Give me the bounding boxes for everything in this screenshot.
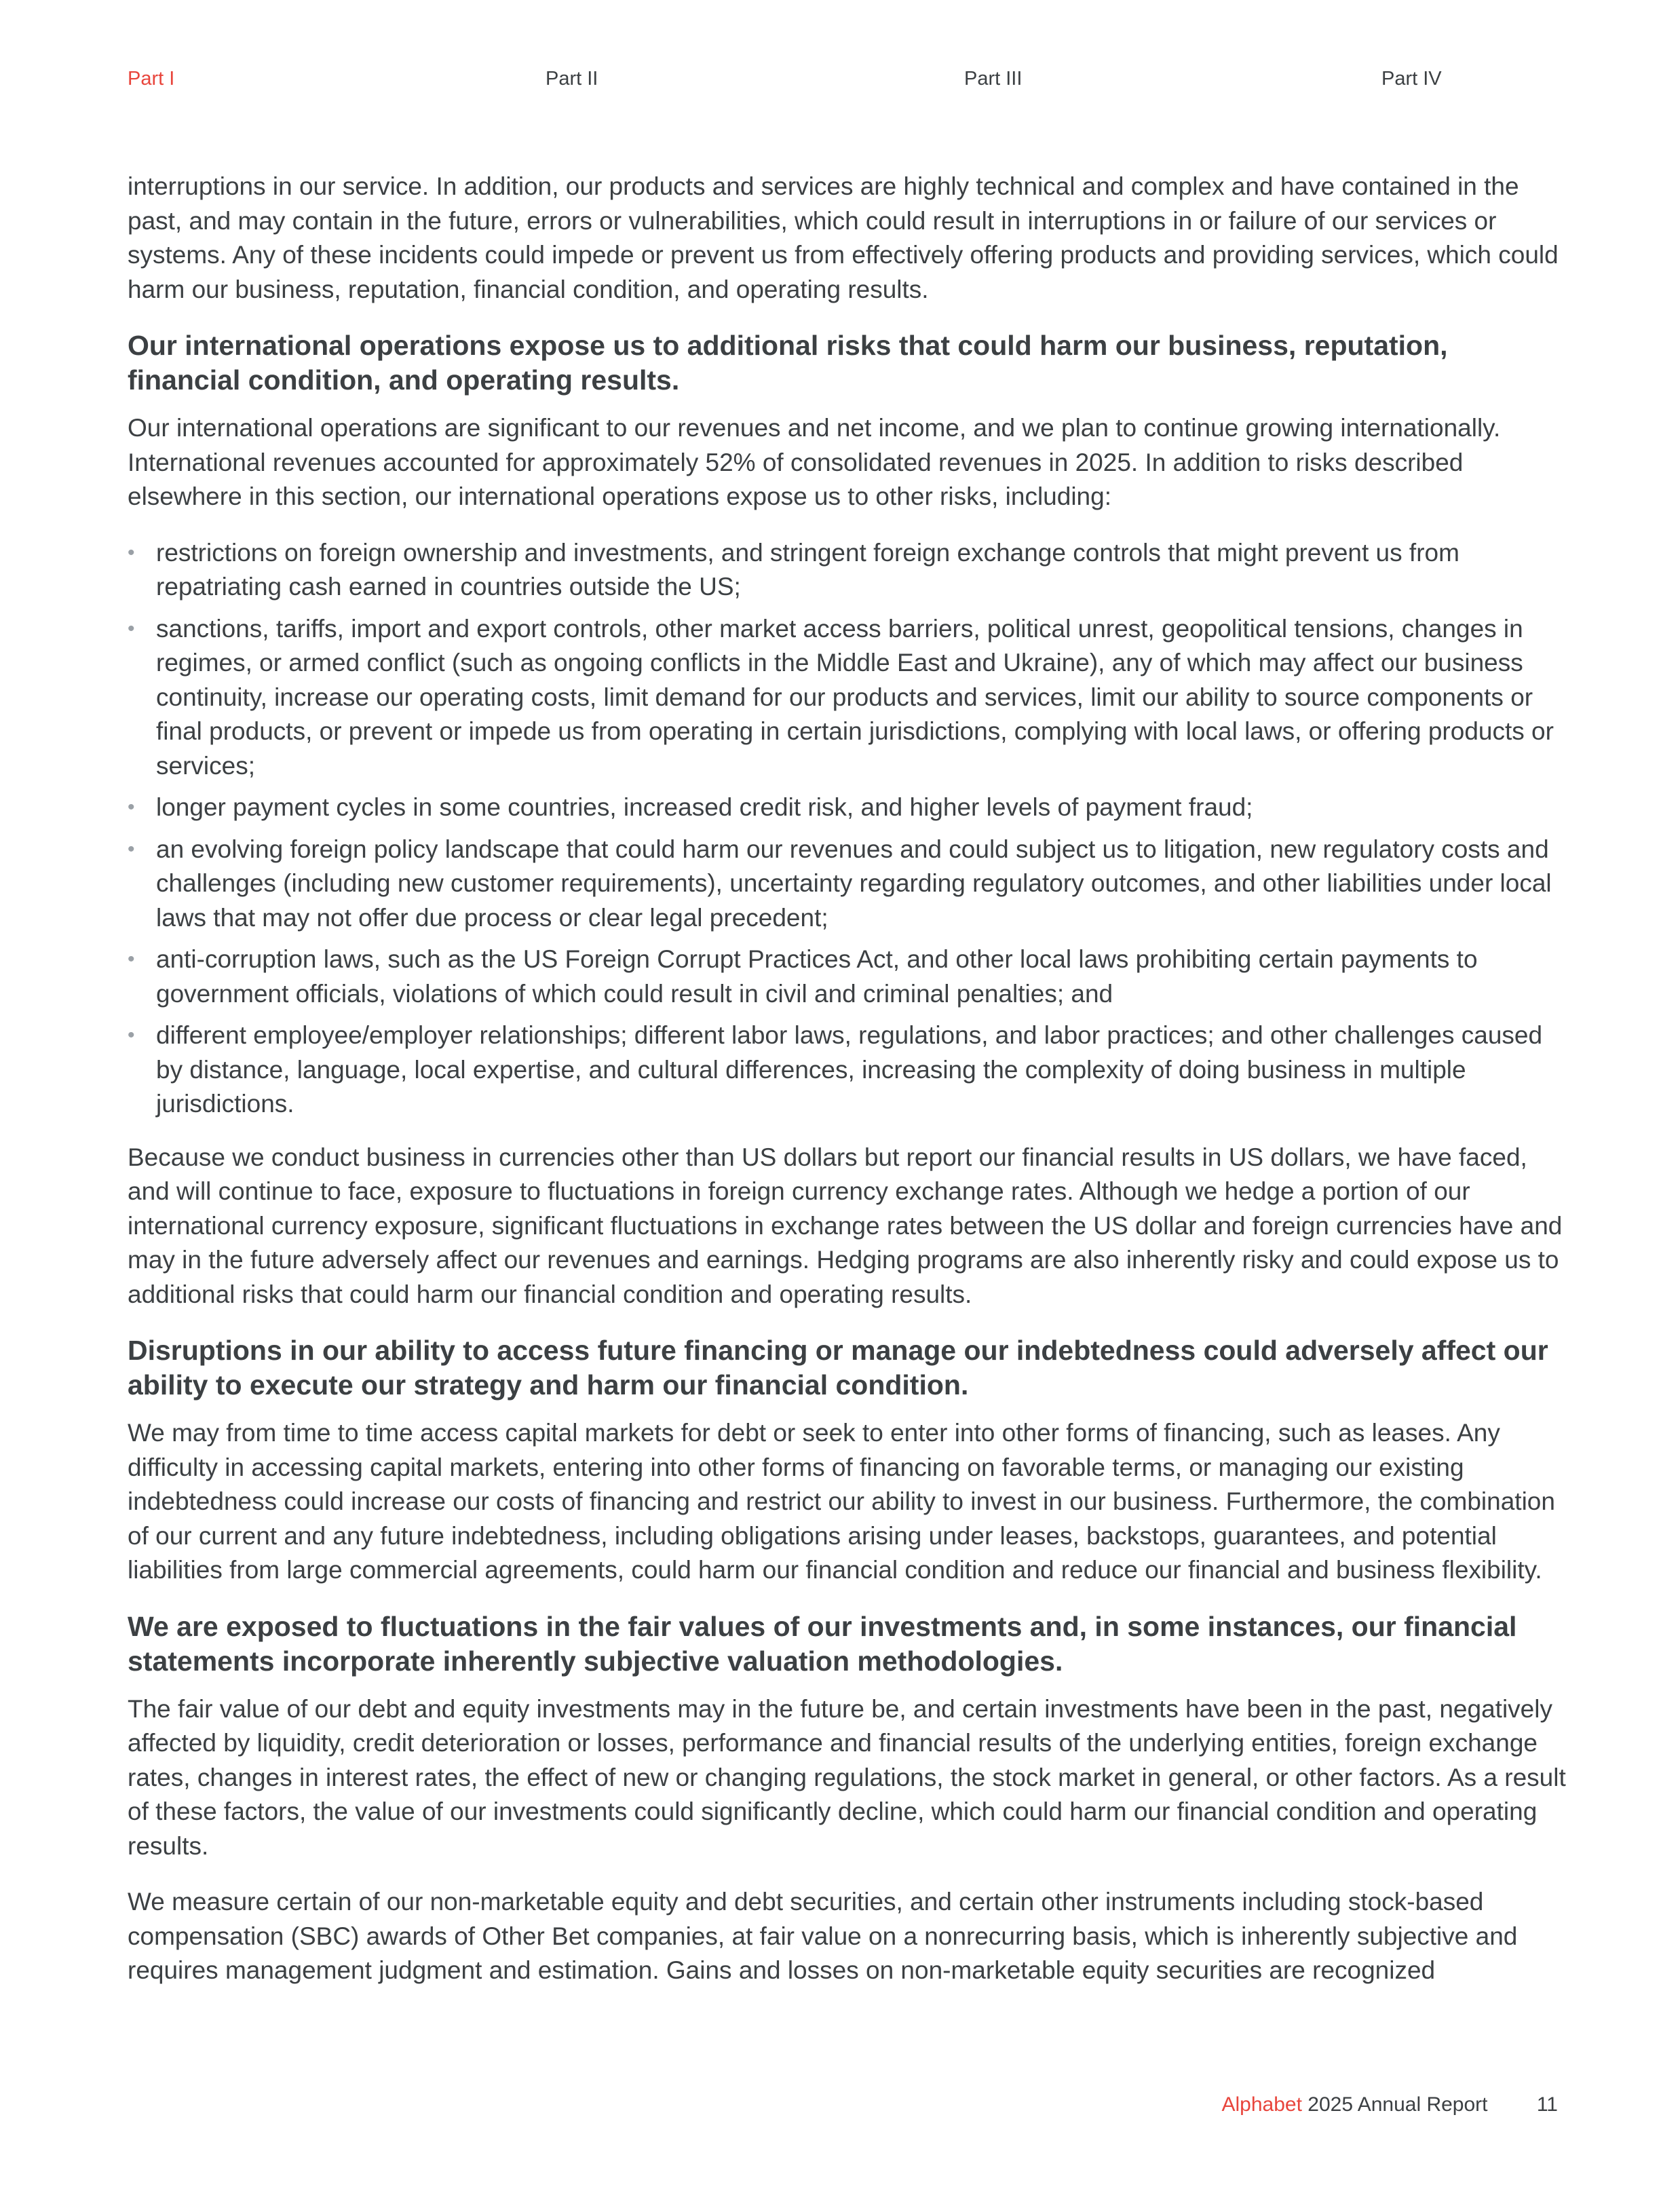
paragraph-fair-value-2: We measure certain of our non-marketable equity and debt securities, and certain other instruments including stock-based compensation (SBC) awards of Other Bet companies, at fair value on a nonrecurring basis, which is inherently subjective and requires management judgment and estimation. Gains and losses on non-marketable equity securities are recognized [128, 1888, 1518, 1984]
nav-part-2[interactable]: Part II [546, 68, 598, 90]
nav-part-3[interactable]: Part III [964, 68, 1023, 90]
list-item [128, 833, 1566, 936]
list-item [128, 1019, 1566, 1122]
list-item-text: sanctions, tariffs, import and export controls, other market access barriers, political unrest, geopolitical tensions, changes in regimes, or armed conflict (such as ongoing conflicts in the Middle East and Ukraine), any of which may affect our business continuity, increase our operating costs, limit demand for our products and services, limit our ability to source components or final products, or prevent or impede us from operating in certain jurisdictions, complying with local laws, or offering products or services; [156, 614, 1554, 780]
list-item [128, 536, 1566, 605]
list-item-text: an evolving foreign policy landscape that could harm our revenues and could subject us to litigation, new regulatory costs and challenges (including new customer requirements), uncertainty regarding regulatory outcomes, and other liabilities under local laws that may not offer due process or clear legal precedent; [156, 835, 1552, 932]
bullet-icon: • [128, 796, 135, 818]
heading-fair-value: We are exposed to fluctuations in the fair values of our investments and, in some instances, our financial statements incorporate inherently subjective valuation methodologies. [128, 1610, 1517, 1677]
list-item-text: restrictions on foreign ownership and investments, and stringent foreign exchange controls that might prevent us from repatriating cash earned in countries outside the US; [156, 538, 1459, 601]
list-item [128, 943, 1566, 1011]
bullet-icon: • [128, 617, 135, 640]
page-number: 11 [1536, 2093, 1558, 2116]
list-item [128, 612, 1566, 784]
document-body [128, 170, 1566, 2010]
paragraph-fair-value-1: The fair value of our debt and equity investments may in the future be, and certain investments have been in the past, negatively affected by liquidity, credit deterioration or losses, performance and financial results of the underlying entities, foreign exchange rates, changes in interest rates, the effect of new or changing regulations, the stock market in general, or other factors. As a result of these factors, the value of our investments could significantly decline, which could harm our financial condition and operating results. [128, 1694, 1566, 1860]
list-item-text: longer payment cycles in some countries, increased credit risk, and higher levels of payment fraud; [156, 793, 1253, 821]
bullet-icon: • [128, 1024, 135, 1046]
bullet-icon: • [128, 948, 135, 970]
list-item-text: different employee/employer relationships; different labor laws, regulations, and labor practices; and other challenges caused by distance, language, local expertise, and cultural differences, increasing the complexity of doing business in multiple jurisdictions. [156, 1021, 1543, 1118]
paragraph-service-interruptions: interruptions in our service. In addition, our products and services are highly technical and complex and have contained in the past, and may contain in the future, errors or vulnerabilities, which could result in interruptions in or failure of our services or systems. Any of these incidents could impede or prevent us from effectively offering products and providing services, which could harm our business, reputation, financial condition, and operating results. [128, 172, 1559, 303]
paragraph-financing: We may from time to time access capital markets for debt or seek to enter into other forms of financing, such as leases. Any difficulty in accessing capital markets, entering into other forms of financing on favorable terms, or managing our existing indebtedness could increase our costs of financing and restrict our ability to invest in our business. Furthermore, the combination of our current and any future indebtedness, including obligations arising under leases, backstops, guarantees, and potential liabilities from large commercial agreements, could harm our financial condition and reduce our financial and business flexibility. [128, 1419, 1555, 1584]
nav-part-4[interactable]: Part IV [1381, 68, 1442, 90]
list-item [128, 791, 1566, 825]
risk-list [128, 536, 1566, 1122]
footer-brand: Alphabet [1221, 2093, 1302, 2116]
heading-international-operations: Our international operations expose us to additional risks that could harm our business, reputation, financial condition, and operating results. [128, 330, 1448, 396]
bullet-icon: • [128, 541, 135, 564]
paragraph-international-operations: Our international operations are significant to our revenues and net income, and we plan to continue growing internationally. International revenues accounted for approximately 52% of consolidated revenues in 2025. In addition to risks described elsewhere in this section, our international operations expose us to other risks, including: [128, 414, 1501, 510]
footer-report-title: 2025 Annual Report [1307, 2093, 1488, 2116]
paragraph-currency-exposure: Because we conduct business in currencies other than US dollars but report our financial results in US dollars, we have faced, and will continue to face, exposure to fluctuations in foreign currency exchange rates. Although we hedge a portion of our international currency exposure, significant fluctuations in exchange rates between the US dollar and foreign currencies have and may in the future adversely affect our revenues and earnings. Hedging programs are also inherently risky and could expose us to additional risks that could harm our financial condition and operating results. [128, 1143, 1563, 1308]
heading-financing: Disruptions in our ability to access future financing or manage our indebtedness could adversely affect our ability to execute our strategy and harm our financial condition. [128, 1335, 1548, 1401]
list-item-text: anti-corruption laws, such as the US Foreign Corrupt Practices Act, and other local laws prohibiting certain payments to government officials, violations of which could result in civil and criminal penalties; and [156, 945, 1478, 1008]
bullet-icon: • [128, 837, 135, 860]
section-nav [0, 65, 1680, 92]
page-footer [1222, 2091, 1559, 2118]
nav-part-1[interactable]: Part I [128, 68, 175, 90]
